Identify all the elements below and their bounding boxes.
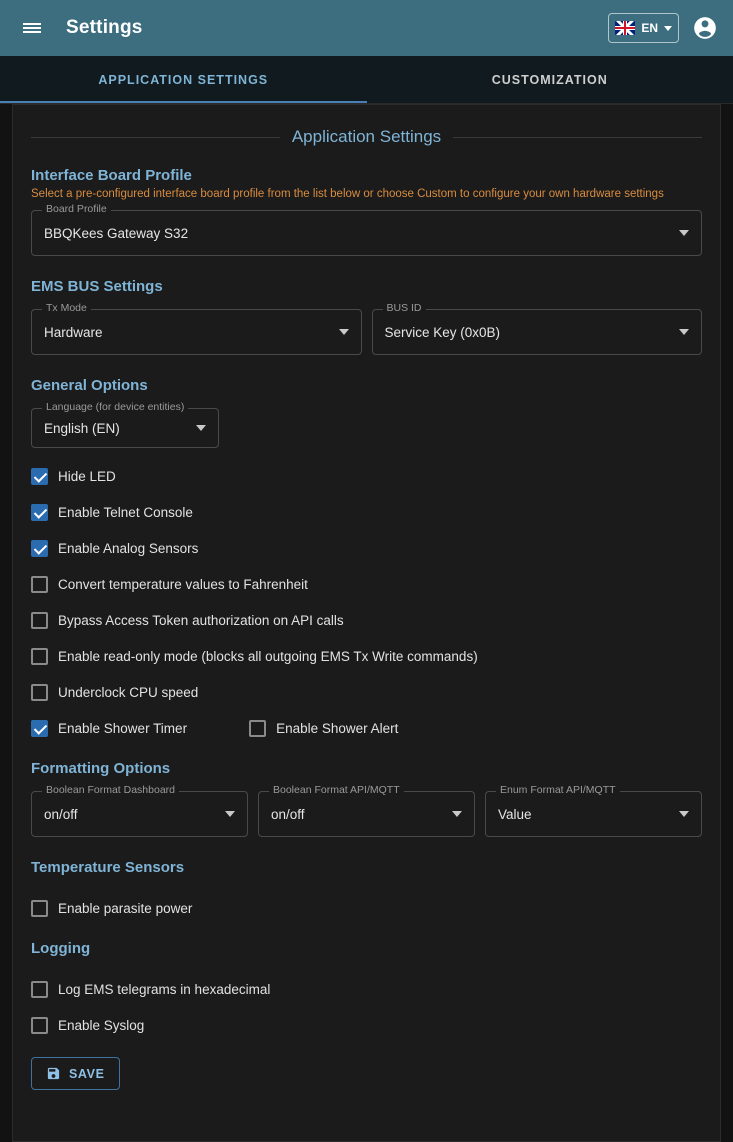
language-select[interactable] <box>31 401 219 448</box>
section-header <box>31 127 702 147</box>
checkbox-log-ems-telegrams[interactable] <box>31 981 48 998</box>
checkbox-convert-fahrenheit[interactable] <box>31 576 48 593</box>
tx-mode-select[interactable] <box>31 302 362 355</box>
checkbox-label-enable-shower-alert: Enable Shower Alert <box>276 720 399 736</box>
chevron-down-icon <box>679 329 689 335</box>
page-title: Settings <box>66 17 143 38</box>
boolean-format-dashboard-value: on/off <box>44 806 78 822</box>
save-button-label: SAVE <box>69 1066 105 1081</box>
chevron-down-icon <box>225 811 235 817</box>
tab-customization[interactable]: CUSTOMIZATION <box>491 72 608 87</box>
chevron-down-icon <box>196 425 206 431</box>
language-legend: Language (for device entities) <box>42 402 188 413</box>
interface-board-profile-help-text: Select a pre-configured interface board profile from the list below or choose Custom to configure your own hardware settings <box>31 188 664 200</box>
formatting-fields-row <box>31 784 702 837</box>
checkbox-label-enable-telnet-console: Enable Telnet Console <box>58 504 193 520</box>
enum-format-api-mqtt-select[interactable] <box>485 784 702 837</box>
checkbox-row-parasite-power[interactable] <box>31 890 702 926</box>
app-bar <box>0 0 733 56</box>
settings-tabs <box>0 56 733 104</box>
board-profile-value: BBQKees Gateway S32 <box>44 225 189 241</box>
checkbox-row-enable-telnet-console[interactable] <box>31 494 702 530</box>
enum-format-api-mqtt-value: Value <box>498 806 532 822</box>
checkbox-enable-analog-sensors[interactable] <box>31 540 48 557</box>
checkbox-label-read-only-mode: Enable read-only mode (blocks all outgoing EMS Tx Write commands) <box>58 648 478 664</box>
section-title-formatting-options: Formatting Options <box>31 760 171 777</box>
checkbox-row-underclock-cpu[interactable] <box>31 674 702 710</box>
checkbox-enable-syslog[interactable] <box>31 1017 48 1034</box>
boolean-format-api-mqtt-legend: Boolean Format API/MQTT <box>269 785 404 796</box>
checkbox-label-bypass-access-token: Bypass Access Token authorization on API calls <box>58 612 344 628</box>
tab-application-settings[interactable]: APPLICATION SETTINGS <box>0 56 367 103</box>
floppy-disk-icon <box>46 1066 61 1081</box>
board-profile-legend: Board Profile <box>42 204 111 215</box>
boolean-format-dashboard-legend: Boolean Format Dashboard <box>42 785 179 796</box>
checkbox-row-log-ems-telegrams[interactable] <box>31 971 702 1007</box>
settings-panel <box>12 104 721 1142</box>
checkbox-hide-led[interactable] <box>31 468 48 485</box>
checkbox-label-enable-analog-sensors: Enable Analog Sensors <box>58 540 199 556</box>
checkbox-enable-parasite-power[interactable] <box>31 900 48 917</box>
section-title-general-options: General Options <box>31 377 148 394</box>
enum-format-api-mqtt-legend: Enum Format API/MQTT <box>496 785 620 796</box>
bus-id-value: Service Key (0x0B) <box>384 324 501 340</box>
checkbox-label-hide-led: Hide LED <box>58 468 116 484</box>
save-button[interactable] <box>31 1057 120 1090</box>
account-circle-icon[interactable] <box>689 12 721 44</box>
form-actions <box>31 1057 702 1106</box>
checkbox-row-convert-fahrenheit[interactable] <box>31 566 702 602</box>
checkbox-row-read-only-mode[interactable] <box>31 638 702 674</box>
checkbox-label-underclock-cpu: Underclock CPU speed <box>58 684 199 700</box>
chevron-down-icon <box>679 811 689 817</box>
boolean-format-api-mqtt-value: on/off <box>271 806 305 822</box>
checkbox-underclock-cpu[interactable] <box>31 684 48 701</box>
checkbox-label-convert-fahrenheit: Convert temperature values to Fahrenheit <box>58 576 308 592</box>
divider-left <box>31 137 280 138</box>
chevron-down-icon <box>679 230 689 236</box>
checkbox-enable-shower-timer[interactable] <box>31 720 48 737</box>
chevron-down-icon <box>339 329 349 335</box>
language-code-label: EN <box>641 21 658 35</box>
language-value: English (EN) <box>44 420 120 436</box>
uk-flag-icon <box>615 21 635 35</box>
checkbox-row-hide-led[interactable] <box>31 458 702 494</box>
chevron-down-icon <box>452 811 462 817</box>
section-title-temperature-sensors: Temperature Sensors <box>31 859 185 876</box>
checkbox-bypass-access-token[interactable] <box>31 612 48 629</box>
boolean-format-api-mqtt-select[interactable] <box>258 784 475 837</box>
hamburger-menu-icon[interactable] <box>12 8 52 48</box>
checkbox-label-enable-shower-timer: Enable Shower Timer <box>58 720 188 736</box>
bus-id-select[interactable] <box>372 302 703 355</box>
language-selector-button[interactable] <box>608 13 679 43</box>
tx-mode-value: Hardware <box>44 324 103 340</box>
checkbox-enable-telnet-console[interactable] <box>31 504 48 521</box>
checkbox-row-enable-analog-sensors[interactable] <box>31 530 702 566</box>
section-title-ems-bus-settings: EMS BUS Settings <box>31 278 163 295</box>
settings-page-title: Application Settings <box>291 127 442 146</box>
content-area <box>0 104 733 1142</box>
divider-right <box>453 137 702 138</box>
checkbox-row-enable-syslog[interactable] <box>31 1007 702 1043</box>
checkbox-label-log-ems-telegrams: Log EMS telegrams in hexadecimal <box>58 981 271 997</box>
checkbox-label-enable-parasite-power: Enable parasite power <box>58 900 193 916</box>
chevron-down-icon <box>664 26 672 31</box>
boolean-format-dashboard-select[interactable] <box>31 784 248 837</box>
checkbox-read-only-mode[interactable] <box>31 648 48 665</box>
checkbox-label-enable-syslog: Enable Syslog <box>58 1017 145 1033</box>
checkbox-row-shower <box>31 710 702 746</box>
checkbox-row-bypass-access-token[interactable] <box>31 602 702 638</box>
section-title-interface-board-profile: Interface Board Profile <box>31 167 192 184</box>
board-profile-select[interactable] <box>31 203 702 256</box>
checkbox-enable-shower-alert[interactable] <box>249 720 266 737</box>
app-bar-actions <box>608 12 721 44</box>
section-title-logging: Logging <box>31 940 91 957</box>
ems-bus-fields-row <box>31 302 702 355</box>
tx-mode-legend: Tx Mode <box>42 303 91 314</box>
bus-id-legend: BUS ID <box>383 303 426 314</box>
